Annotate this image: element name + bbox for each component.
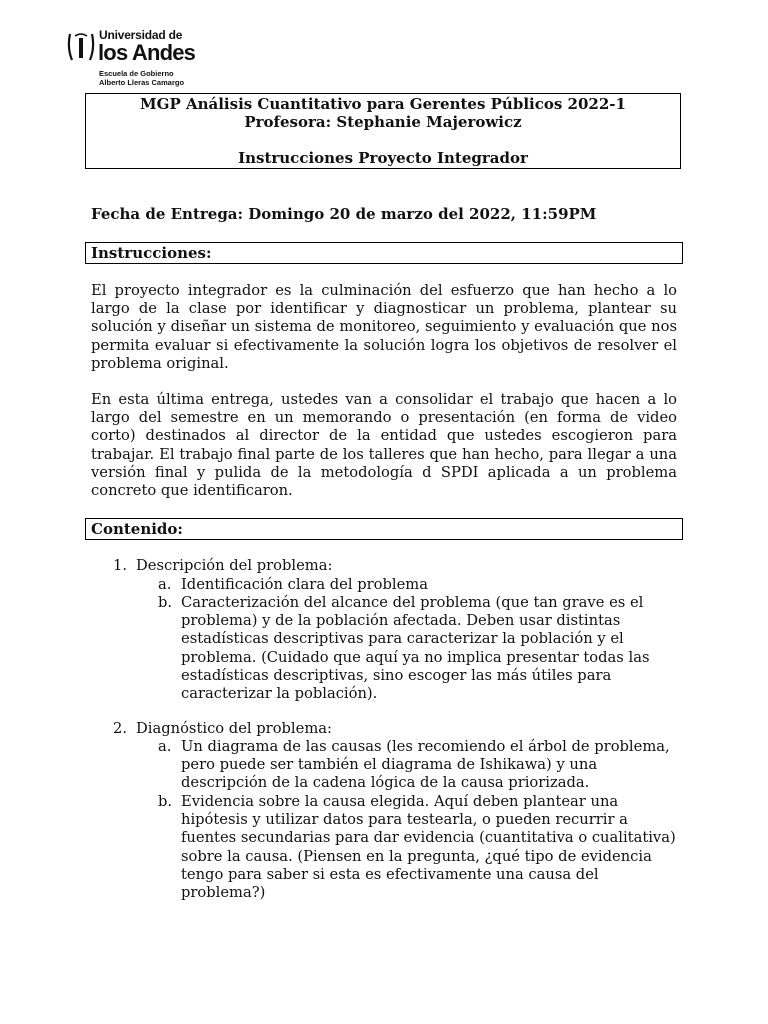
instructions-paragraph-2: En esta última entrega, ustedes van a consolidar el trabajo que hacen a lo largo del semestre en un memorando o presentación (en forma de video corto) destinados al director de la entidad que ustedes escogieron para trabajar. El trabajo final parte de los talleres que han hecho, para llegar a una versión final y pulida de la metodología d SPDI aplicada a un problema concreto que identificaron. — [91, 391, 677, 500]
list-item-number: 2. — [113, 720, 128, 737]
course-title: MGP Análisis Cuantitativo para Gerentes Públicos 2022-1 — [140, 95, 626, 113]
course-header — [85, 93, 681, 169]
content-heading: Contenido: — [85, 518, 683, 540]
sublist-item-text: Un diagrama de las causas (les recomiendo el árbol de problema, pero puede ser también el diagrama de Ishikawa) y una descripción de la cadena lógica de la causa priorizada. — [181, 738, 670, 792]
list-item-title: Descripción del problema: — [136, 557, 333, 574]
due-date: Fecha de Entrega: Domingo 20 de marzo del 2022, 11:59PM — [91, 205, 597, 223]
sublist-item-marker: b. — [158, 793, 173, 810]
logo-line-2: los Andes — [98, 40, 196, 65]
sublist-item-marker: a. — [158, 738, 172, 755]
logo-line-4: Alberto Lleras Camargo — [99, 78, 185, 87]
sublist-item-text: Caracterización del alcance del problema (que tan grave es el problema) y de la población afectada. Deben usar distintas estadísticas descriptivas para caracterizar la población y el problema. (Cuidado que aquí ya no implica presentar todas las estadísticas descriptivas, sino escoger las más útiles para caracterizar la población). — [181, 594, 650, 703]
sublist-item-marker: b. — [158, 594, 173, 611]
list-item-title: Diagnóstico del problema: — [136, 720, 332, 737]
sublist-item-marker: a. — [158, 576, 172, 593]
instructions-heading: Instrucciones: — [85, 242, 683, 264]
list-item-number: 1. — [113, 557, 128, 574]
document-title: Instrucciones Proyecto Integrador — [238, 149, 528, 167]
sublist-item-text: Evidencia sobre la causa elegida. Aquí deben plantear una hipótesis y utilizar datos para testearla, o pueden recurrir a fuentes secundarias para dar evidencia (cuantitativa o cualitativa) sobre la causa. (Piensen en la pregunta, ¿qué tipo de evidencia tengo para saber si esta es efectivamente una causa del problema?) — [181, 793, 676, 902]
logo-line-1: Universidad de — [99, 28, 183, 42]
logo-line-3: Escuela de Gobierno — [99, 69, 174, 78]
sublist-item-text: Identificación clara del problema — [181, 576, 428, 593]
professor-name: Profesora: Stephanie Majerowicz — [244, 113, 522, 131]
logo-subtitle — [99, 69, 184, 87]
instructions-paragraph-1: El proyecto integrador es la culminación del esfuerzo que han hecho a lo largo de la clase por identificar y diagnosticar un problema, plantear su solución y diseñar un sistema de monitoreo, seguimiento y evaluación que nos permita evaluar si efectivamente la solución logra los objetivos de resolver el problema original. — [91, 282, 677, 372]
university-logo — [66, 28, 196, 92]
university-crest-icon — [66, 32, 96, 64]
